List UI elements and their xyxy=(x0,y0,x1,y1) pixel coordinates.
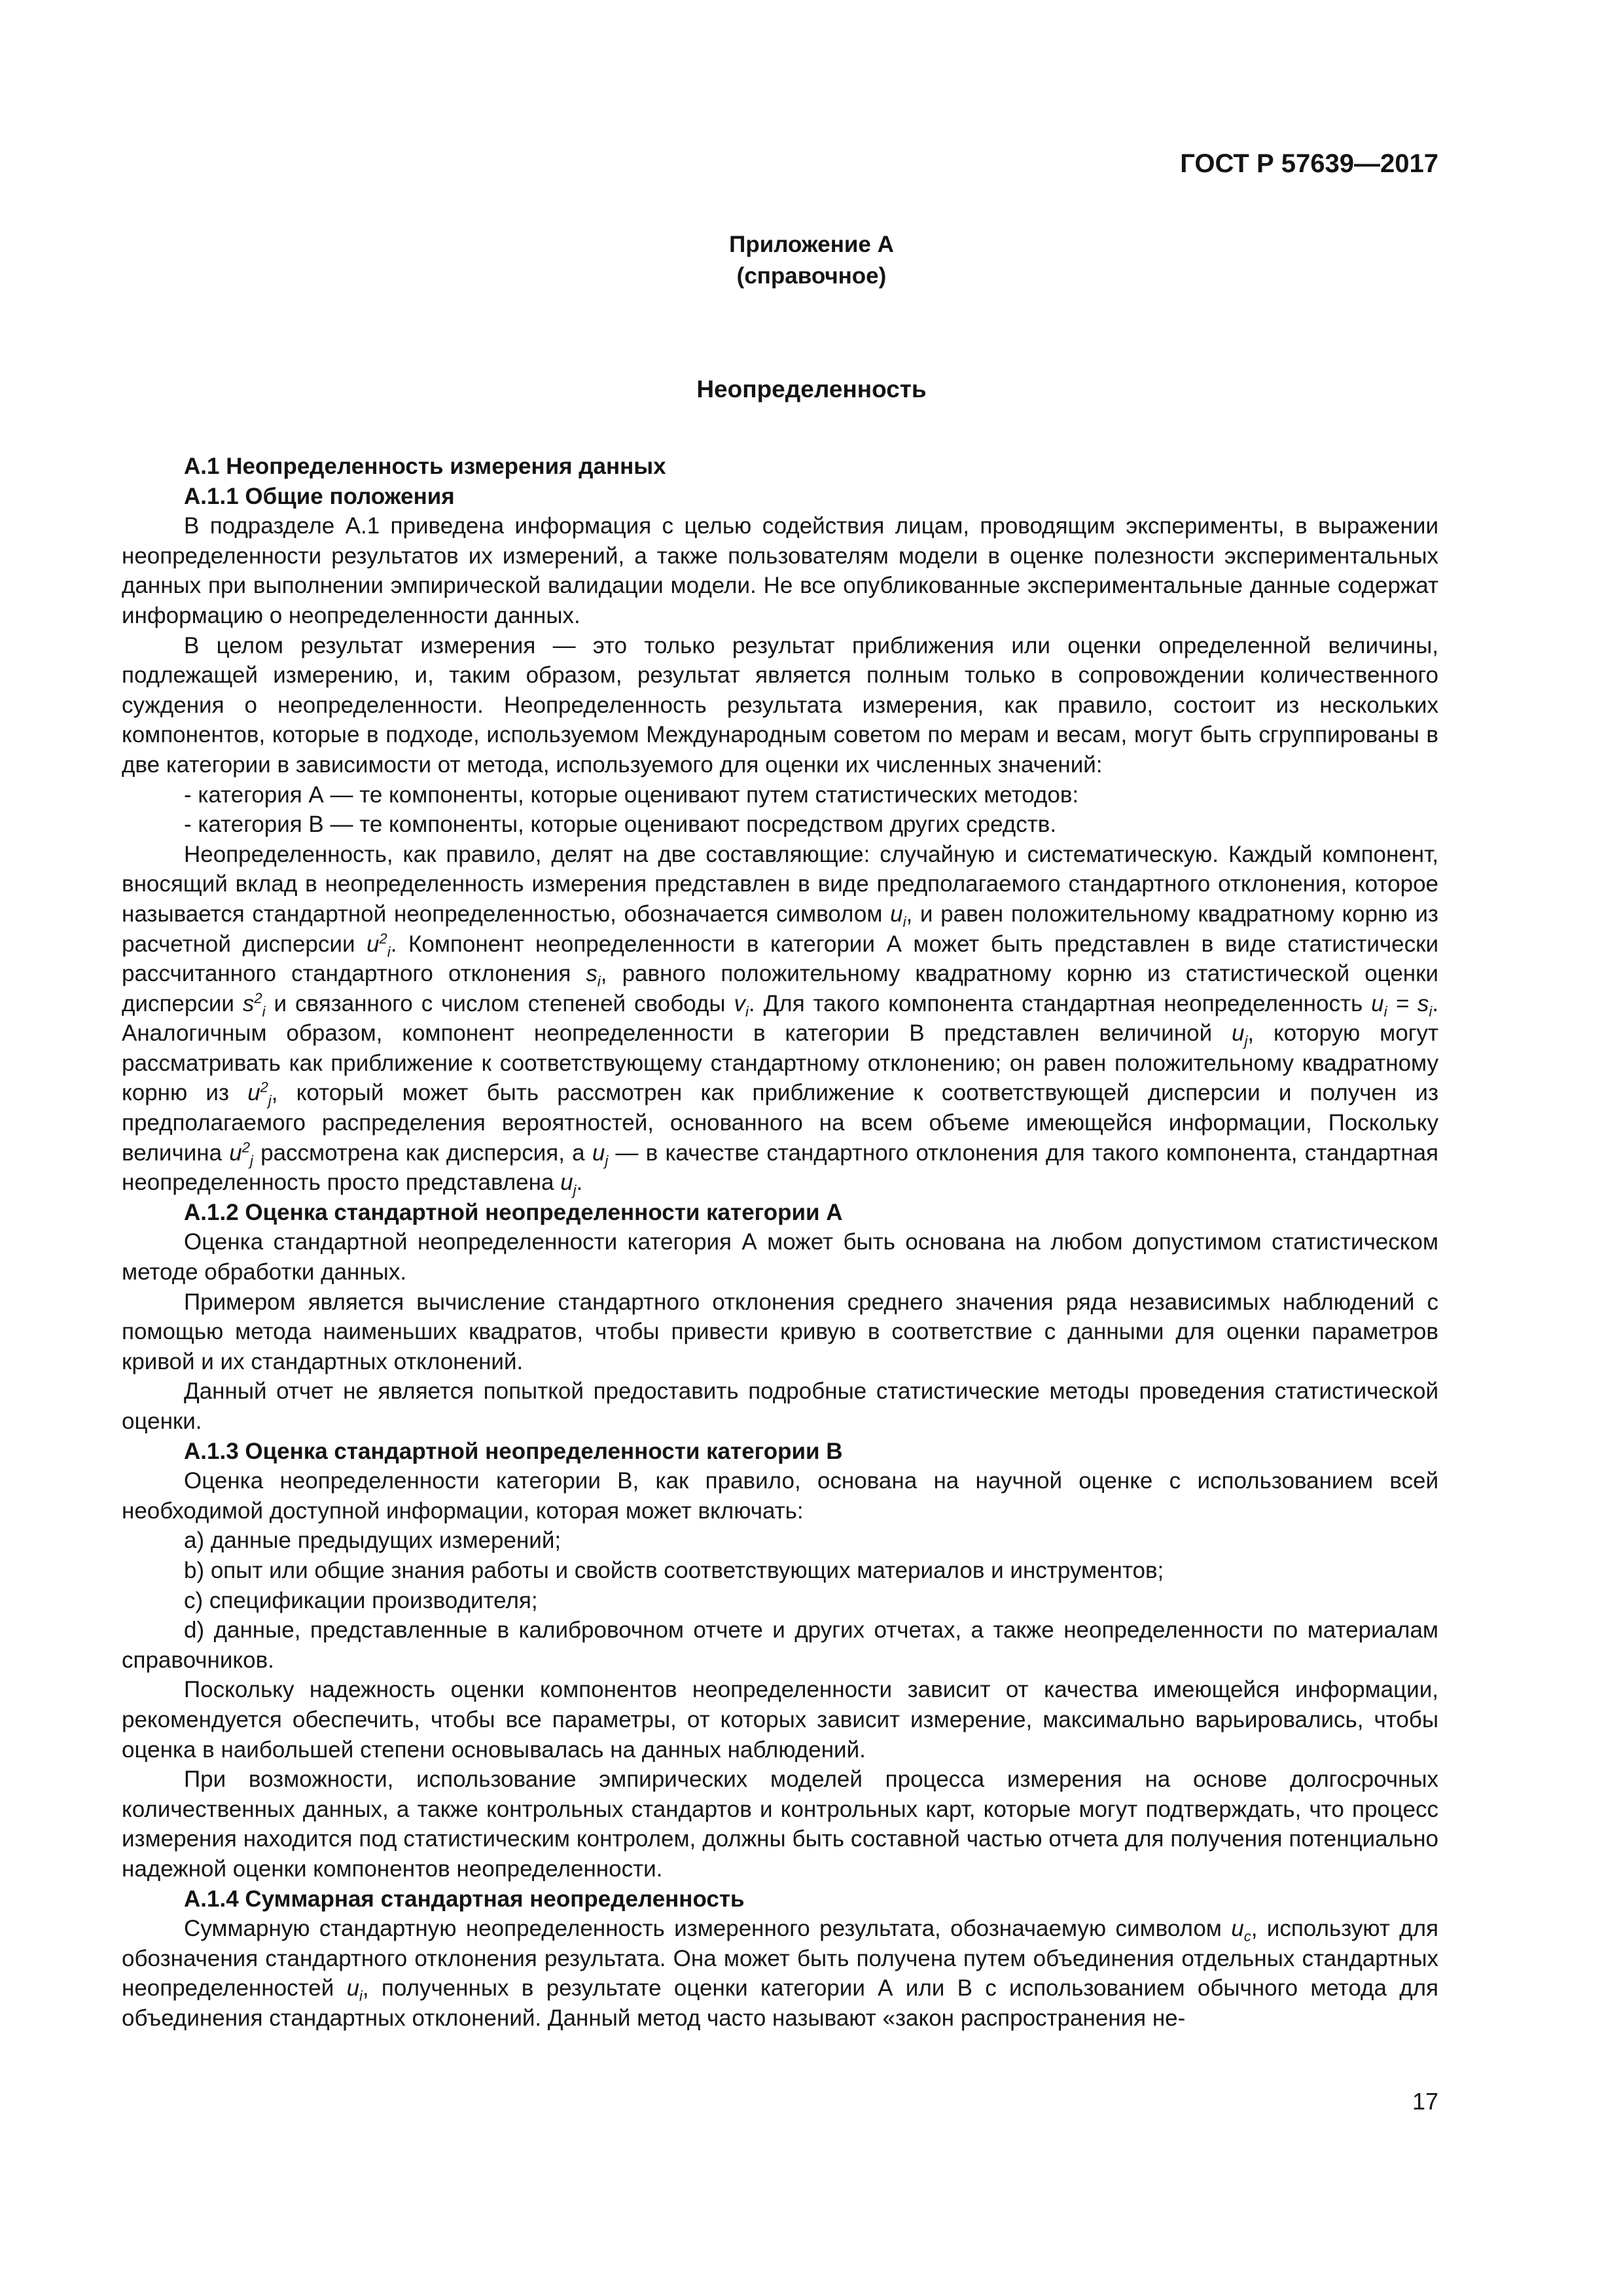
appendix-heading xyxy=(0,229,1623,292)
page-number: 17 xyxy=(1412,2088,1438,2115)
symbol-v-i: $v_i$ xyxy=(734,990,749,1020)
symbol-u-j: $u_j$ xyxy=(1232,1020,1248,1050)
symbol-u-i-squared: $u^2_i$ xyxy=(366,929,391,960)
symbol-u-i: $u_i$ xyxy=(346,1975,363,2005)
paragraph: В подразделе А.1 приведена информация с целью содействия лицам, проводящим эксперименты, в выражении неопределенности результатов их измерений, а также пользователям модели в оценке полезности экспериментальных данных при выполнении эмпирической валидации модели. Не все опубликованные экспериментальные данные содержат информацию о неопределенности данных. xyxy=(122,513,1438,628)
paragraph: В целом результат измерения — это только результат приближения или оценки определенной величины, подлежащей измерению, и, таким образом, результат является полным только в сопровождении количественного суждения о неопределенности. Неопределенность результата измерения, как правило, состоит из нескольких компонентов, которые в подходе, используемом Международным советом по мерам и весам, могут быть сгруппированы в две категории в зависимости от метода, используемого для оценки их численных значений: xyxy=(122,632,1438,778)
paragraph-with-formulas: Неопределенность, как правило, делят на две составляющие: случайную и систематическую. Каждый компонент, вносящий вклад в неопределенность измерения представлен в виде предполагаемого стандартного отклонения, которое называется стандартной неопределенностью, обозначается символом $u_i$, и равен положительному квадратному корню из расчетной дисперсии $u^2_i$. Компонент неопределенности в категории А может быть представлен в виде статистически рассчитанного стандартного отклонения $s_i$, равного положительному квадратному корню из статистической оценки дисперсии $s^2_i$ и связанного с числом степеней свободы $v_i$. Для такого компонента стандартная неопределенность $u_i = s_i$. Аналогичным образом, компонент неопределенности в категории В представлен величиной $u_j$, которую могут рассматривать как приближение к соответствующему стандартному отклонению; он равен положительному квадратному корню из $u^2_j$, который может быть рассмотрен как приближение к соответствующей дисперсии и получен из предполагаемого распределения вероятностей, основанного на всем объеме имеющейся информации, Поскольку величина $u^2_j$ рассмотрена как дисперсия, а $u_j$ — в качестве стандартного отклонения для такого компонента, стандартная неопределенность просто представлена $u_j$. xyxy=(122,841,1439,1199)
list-item: b) опыт или общие знания работы и свойств соответствующих материалов и инструментов; xyxy=(184,1557,1164,1583)
list-item: - категория В — те компоненты, которые оценивают посредством других средств. xyxy=(184,812,1057,838)
symbol-u-i: $u_i$ xyxy=(890,901,906,930)
paragraph: При возможности, использование эмпирических моделей процесса измерения на основе долгосрочных количественных данных, а также контрольных стандартов и контрольных карт, которые могут подтверждать, что процесс измерения находится под статистическим контролем, должны быть составной частью отчета для получения потенциально надежной оценки компонентов неопределенности. xyxy=(122,1767,1438,1882)
paragraph-with-formulas: Суммарную стандартную неопределенность измеренного результата, обозначаемую символом $u_c$, используют для обозначения стандартного отклонения результата. Она может быть получена путем объединения отдельных стандартных неопределенностей $u_i$, полученных в результате оценки категории А или В с использованием обычного метода для объединения стандартных отклонений. Данный метод часто называют «закон распространения не- xyxy=(122,1916,1438,2031)
symbol-s-i: $s_i$ xyxy=(586,961,601,990)
document-header: ГОСТ Р 57639—2017 xyxy=(1180,149,1438,178)
symbol-s-i-squared: $s^2_i$ xyxy=(242,990,266,1020)
heading-a1: А.1 Неопределенность измерения данных xyxy=(184,454,666,479)
paragraph: Оценка неопределенности категории В, как правило, основана на научной оценке с использованием всей необходимой доступной информации, которая может включать: xyxy=(122,1468,1438,1524)
symbol-u-j: $u_j$ xyxy=(592,1139,609,1169)
heading-a1-2: А.1.2 Оценка стандартной неопределенности категории А xyxy=(184,1199,843,1225)
paragraph: Оценка стандартной неопределенности категория А может быть основана на любом допустимом статистическом методе обработки данных. xyxy=(122,1229,1438,1285)
paragraph: Поскольку надежность оценки компонентов неопределенности зависит от качества имеющейся информации, рекомендуется обеспечить, чтобы все параметры, от которых зависит измерение, максимально варьировались, чтобы оценка в наибольшей степени основывалась на данных наблюдений. xyxy=(122,1677,1438,1763)
list-item: - категория А — те компоненты, которые оценивают путем статистических методов: xyxy=(184,781,1079,808)
appendix-subtitle: (справочное) xyxy=(736,263,887,289)
heading-a1-1: А.1.1 Общие положения xyxy=(184,483,455,509)
formula-u-equals-s: $u_i = s_i$ xyxy=(1371,990,1433,1020)
paragraph: Данный отчет не является попыткой предоставить подробные статистические методы проведения статистической оценки. xyxy=(122,1378,1438,1434)
symbol-u-j-squared: $u^2_j$ xyxy=(247,1079,272,1109)
heading-a1-3: А.1.3 Оценка стандартной неопределенности категории В xyxy=(184,1438,843,1464)
list-item: d) данные, представленные в калибровочном отчете и других отчетах, а также неопределенности по материалам справочников. xyxy=(122,1617,1438,1673)
symbol-u-j: $u_j$ xyxy=(560,1170,577,1199)
symbol-u-c: $u_c$ xyxy=(1231,1916,1251,1945)
list-item: c) спецификации производителя; xyxy=(184,1587,538,1613)
section-title: Неопределенность xyxy=(696,376,927,403)
list-item: а) данные предыдущих измерений; xyxy=(184,1528,562,1554)
symbol-u-j-squared: $u^2_j$ xyxy=(229,1139,253,1169)
paragraph: Примером является вычисление стандартного отклонения среднего значения ряда независимых наблюдений с помощью метода наименьших квадратов, чтобы привести кривую в соответствие с данными для оценки параметров кривой и их стандартных отклонений. xyxy=(122,1289,1438,1374)
document-body xyxy=(122,452,1438,2033)
appendix-title: Приложение А xyxy=(729,232,894,257)
heading-a1-4: А.1.4 Суммарная стандартная неопределенность xyxy=(184,1886,745,1912)
